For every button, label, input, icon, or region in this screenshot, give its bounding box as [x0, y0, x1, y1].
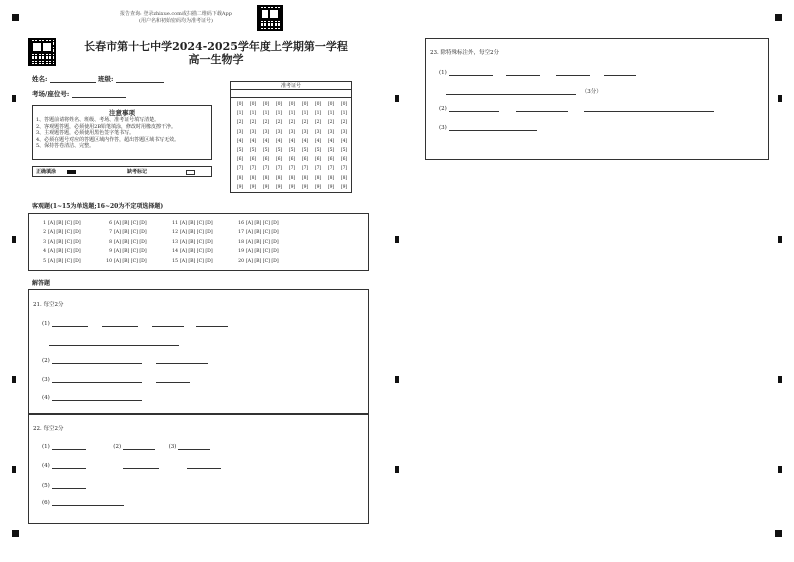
room-field[interactable] — [72, 91, 126, 98]
question-number: 11 — [172, 221, 178, 226]
q23-row2: (2) — [439, 105, 714, 112]
exam-digit-bubble[interactable]: [4] — [288, 138, 296, 144]
objective-question[interactable] — [103, 257, 169, 266]
exam-digit-bubble[interactable]: [8] — [314, 175, 322, 181]
question-number: 12 — [172, 230, 178, 236]
exam-digit-bubble[interactable]: [9] — [314, 184, 322, 190]
exam-digit-bubble[interactable]: [6] — [301, 157, 309, 163]
exam-digit-bubble[interactable]: [5] — [340, 148, 348, 154]
timing-mark — [12, 466, 16, 473]
absent-mark-label: 缺考标记 — [127, 169, 148, 175]
exam-digit-bubble[interactable]: [5] — [314, 148, 322, 154]
answer-blank[interactable] — [49, 339, 179, 346]
exam-digit-bubble[interactable]: [0] — [301, 102, 309, 107]
objective-answer-box — [28, 213, 369, 271]
exam-digit-bubble[interactable]: [2] — [301, 120, 309, 126]
exam-digit-bubble[interactable]: [4] — [236, 138, 244, 144]
subjective-title: 解答题 — [32, 280, 51, 287]
name-field[interactable] — [50, 76, 96, 83]
option-bubbles[interactable]: [A] [B] [C] [D] — [246, 249, 279, 255]
answer-blank[interactable] — [196, 320, 228, 327]
notice-item: 3、主观题答题，必须使用黑色签字笔书写。 — [36, 130, 135, 136]
answer-blank[interactable] — [156, 357, 208, 364]
option-bubbles[interactable]: [A] [B] [C] [D] — [246, 221, 279, 226]
answer-blank[interactable] — [52, 462, 86, 469]
timing-mark — [778, 236, 782, 243]
option-bubbles[interactable]: [A] [B] [C] [D] — [48, 258, 81, 264]
app-qr-code — [257, 5, 283, 31]
exam-digit-bubble[interactable]: [5] — [236, 148, 244, 154]
exam-digit-bubble[interactable]: [5] — [301, 148, 309, 154]
exam-number-column — [235, 100, 245, 192]
option-bubbles[interactable]: [A] [B] [C] [D] — [180, 230, 213, 236]
q22-row3: (5) — [42, 482, 86, 489]
timing-mark — [778, 95, 782, 102]
objective-question[interactable] — [37, 238, 103, 247]
exam-number-column — [274, 100, 284, 192]
timing-mark — [395, 236, 399, 243]
exam-digit-bubble[interactable]: [1] — [275, 111, 283, 117]
class-field[interactable] — [116, 76, 164, 83]
question-number: 5 — [43, 258, 46, 264]
exam-digit-bubble[interactable]: [4] — [340, 138, 348, 144]
question-number: 10 — [106, 258, 112, 264]
answer-blank[interactable] — [449, 124, 537, 131]
answer-blank[interactable] — [123, 443, 155, 450]
option-bubbles[interactable]: [A] [B] [C] [D] — [114, 230, 147, 236]
question-number: 14 — [172, 249, 178, 255]
option-bubbles[interactable]: [A] [B] [C] [D] — [114, 249, 147, 255]
exam-digit-bubble[interactable]: [2] — [340, 120, 348, 126]
option-bubbles[interactable]: [A] [B] [C] [D] — [114, 258, 147, 264]
exam-digit-bubble[interactable]: [2] — [262, 120, 270, 126]
timing-mark — [395, 466, 399, 473]
objective-question[interactable] — [169, 238, 235, 247]
exam-digit-bubble[interactable]: [1] — [236, 111, 244, 117]
correct-fill-label: 正确填涂 — [36, 169, 57, 175]
exam-digit-bubble[interactable]: [4] — [249, 138, 257, 144]
timing-mark — [12, 236, 16, 243]
objective-question[interactable] — [169, 228, 235, 237]
exam-digit-bubble[interactable]: [3] — [249, 129, 257, 135]
exam-number-grid — [230, 81, 352, 193]
answer-blank[interactable] — [52, 376, 142, 383]
exam-digit-bubble[interactable]: [4] — [301, 138, 309, 144]
question-number: 20 — [238, 258, 244, 264]
exam-digit-bubble[interactable]: [7] — [340, 166, 348, 172]
exam-digit-bubble[interactable]: [3] — [340, 129, 348, 135]
exam-digit-bubble[interactable]: [5] — [262, 148, 270, 154]
timing-mark — [395, 376, 399, 383]
option-bubbles[interactable]: [A] [B] [C] [D] — [48, 221, 81, 226]
option-bubbles[interactable]: [A] [B] [C] [D] — [48, 239, 81, 245]
q21-box — [28, 289, 369, 414]
option-bubbles[interactable]: [A] [B] [C] [D] — [246, 258, 279, 264]
exam-digit-bubble[interactable]: [1] — [249, 111, 257, 117]
exam-digit-bubble[interactable]: [6] — [262, 157, 270, 163]
exam-digit-bubble[interactable]: [7] — [288, 166, 296, 172]
objective-row — [37, 257, 301, 266]
question-number: 16 — [238, 221, 244, 226]
q23-row3: (3) — [439, 124, 537, 131]
exam-digit-bubble[interactable]: [0] — [236, 102, 244, 107]
exam-digit-bubble[interactable]: [0] — [314, 102, 322, 107]
answer-blank[interactable] — [446, 88, 576, 95]
exam-digit-bubble[interactable]: [7] — [327, 166, 335, 172]
exam-digit-bubble[interactable]: [8] — [249, 175, 257, 181]
q23-p1-note: （3分） — [581, 89, 602, 95]
student-info — [32, 74, 164, 98]
exam-number-column — [313, 100, 323, 192]
q22-row2: (4) — [42, 462, 221, 469]
q21-row1b — [49, 339, 179, 346]
exam-number-column — [300, 100, 310, 192]
answer-blank[interactable] — [52, 320, 88, 327]
option-bubbles[interactable]: [A] [B] [C] [D] — [114, 239, 147, 245]
question-number: 7 — [109, 230, 112, 236]
answer-blank[interactable] — [556, 69, 590, 76]
objective-question[interactable] — [169, 247, 235, 256]
q23-box — [425, 38, 769, 160]
timing-mark — [778, 466, 782, 473]
exam-digit-bubble[interactable]: [0] — [340, 102, 348, 107]
q22-label: 22. 每空2分 — [33, 426, 64, 432]
exam-digit-bubble[interactable]: [3] — [288, 129, 296, 135]
question-number: 8 — [109, 239, 112, 245]
notice-box — [32, 105, 212, 160]
timing-mark — [12, 14, 19, 21]
question-number: 4 — [43, 249, 46, 255]
q23-row1b — [446, 87, 602, 95]
exam-number-column — [287, 100, 297, 192]
exam-digit-bubble[interactable]: [6] — [340, 157, 348, 163]
exam-digit-bubble[interactable]: [0] — [249, 102, 257, 107]
option-bubbles[interactable]: [A] [B] [C] [D] — [246, 230, 279, 236]
option-bubbles[interactable]: [A] [B] [C] [D] — [246, 239, 279, 245]
notice-item: 2、客观题答题，必须使用2B铅笔填涂，修改时用橡皮擦干净。 — [36, 123, 177, 130]
question-number: 13 — [172, 239, 178, 245]
exam-digit-bubble[interactable]: [8] — [327, 175, 335, 181]
answer-blank[interactable] — [156, 376, 190, 383]
answer-blank[interactable] — [52, 394, 142, 401]
exam-digit-bubble[interactable]: [2] — [249, 120, 257, 126]
answer-blank[interactable] — [102, 320, 138, 327]
question-number: 6 — [109, 221, 112, 226]
class-label: 班级: — [97, 75, 114, 83]
answer-blank[interactable] — [516, 105, 568, 112]
exam-digit-bubble[interactable]: [8] — [340, 175, 348, 181]
answer-blank[interactable] — [52, 443, 86, 450]
answer-blank[interactable] — [178, 443, 210, 450]
answer-blank[interactable] — [604, 69, 636, 76]
exam-digit-bubble[interactable]: [5] — [327, 148, 335, 154]
report-notice-line2: (用户名和初始密码均为准考证号) — [139, 17, 213, 24]
timing-mark — [12, 95, 16, 102]
objective-question[interactable] — [103, 228, 169, 237]
answer-blank[interactable] — [449, 105, 499, 112]
exam-digit-bubble[interactable]: [9] — [288, 184, 296, 190]
exam-digit-bubble[interactable]: [6] — [314, 157, 322, 163]
exam-number-column — [261, 100, 271, 192]
exam-digit-bubble[interactable]: [6] — [236, 157, 244, 163]
exam-digit-bubble[interactable]: [2] — [275, 120, 283, 126]
answer-blank[interactable] — [187, 462, 221, 469]
exam-digit-bubble[interactable]: [2] — [314, 120, 322, 126]
exam-digit-bubble[interactable]: [1] — [262, 111, 270, 117]
objective-question[interactable] — [235, 228, 301, 237]
exam-digit-bubble[interactable]: [2] — [288, 120, 296, 126]
exam-digit-bubble[interactable]: [9] — [236, 184, 244, 190]
exam-digit-bubble[interactable]: [3] — [236, 129, 244, 135]
title-line1: 长春市第十七中学2024-2025学年度上学期第一学程 — [84, 40, 348, 53]
exam-digit-bubble[interactable]: [4] — [327, 138, 335, 144]
exam-digit-bubble[interactable]: [1] — [327, 111, 335, 117]
exam-number-column — [339, 100, 349, 192]
exam-digit-bubble[interactable]: [3] — [301, 129, 309, 135]
exam-digit-bubble[interactable]: [7] — [262, 166, 270, 172]
timing-mark — [775, 14, 782, 21]
exam-number-column — [248, 100, 258, 192]
objective-question[interactable] — [37, 247, 103, 256]
exam-digit-bubble[interactable]: [6] — [275, 157, 283, 163]
objective-question[interactable] — [235, 238, 301, 247]
exam-digit-bubble[interactable]: [8] — [301, 175, 309, 181]
exam-digit-bubble[interactable]: [3] — [327, 129, 335, 135]
answer-blank[interactable] — [123, 462, 159, 469]
objective-row — [37, 219, 301, 228]
answer-blank[interactable] — [506, 69, 540, 76]
answer-blank[interactable] — [52, 482, 86, 489]
timing-mark — [778, 376, 782, 383]
exam-digit-bubble[interactable]: [6] — [288, 157, 296, 163]
page-title — [80, 40, 352, 66]
notice-item: 5、保持答卷清洁、完整。 — [36, 143, 95, 149]
exam-digit-bubble[interactable]: [2] — [236, 120, 244, 126]
exam-digit-bubble[interactable]: [4] — [262, 138, 270, 144]
objective-row — [37, 228, 301, 237]
exam-digit-bubble[interactable]: [8] — [262, 175, 270, 181]
exam-digit-bubble[interactable]: [8] — [288, 175, 296, 181]
answer-blank[interactable] — [52, 499, 124, 506]
objective-question[interactable] — [169, 257, 235, 266]
exam-digit-bubble[interactable]: [6] — [327, 157, 335, 163]
option-bubbles[interactable]: [A] [B] [C] [D] — [180, 249, 213, 255]
exam-digit-bubble[interactable]: [9] — [301, 184, 309, 190]
report-notice-line1: 报告查询: 登录zhixue.com或扫描二维码下载App — [120, 11, 232, 17]
exam-digit-bubble[interactable]: [0] — [288, 102, 296, 107]
objective-question[interactable] — [103, 247, 169, 256]
exam-digit-bubble[interactable]: [3] — [314, 129, 322, 135]
timing-mark — [775, 530, 782, 537]
exam-digit-bubble[interactable]: [0] — [275, 102, 283, 107]
q23-label: 23. 除特殊标注外，每空2分 — [430, 50, 499, 56]
exam-digit-bubble[interactable]: [3] — [262, 129, 270, 135]
answer-blank[interactable] — [52, 357, 142, 364]
exam-number-column — [326, 100, 336, 192]
option-bubbles[interactable]: [A] [B] [C] [D] — [48, 249, 81, 255]
exam-digit-bubble[interactable]: [1] — [340, 111, 348, 117]
notice-item: 1、答题前请将姓名、班级、考场、准考证号填写清楚。 — [36, 117, 160, 123]
option-bubbles[interactable]: [A] [B] [C] [D] — [48, 230, 81, 236]
objective-question[interactable] — [37, 257, 103, 266]
exam-digit-bubble[interactable]: [9] — [249, 184, 257, 190]
option-bubbles[interactable]: [A] [B] [C] [D] — [114, 221, 147, 226]
timing-mark — [12, 530, 19, 537]
name-label: 姓名: — [32, 75, 48, 83]
objective-question[interactable] — [235, 219, 301, 228]
q22-row1: (1) (2) (3) — [42, 443, 210, 450]
answer-blank[interactable] — [449, 69, 493, 76]
q22-row4: (6) — [42, 499, 124, 506]
timing-mark — [395, 95, 399, 102]
option-bubbles[interactable]: [A] [B] [C] [D] — [180, 221, 213, 226]
exam-digit-bubble[interactable]: [1] — [301, 111, 309, 117]
exam-digit-bubble[interactable]: [5] — [275, 148, 283, 154]
question-number: 15 — [172, 258, 178, 264]
question-number: 18 — [238, 239, 244, 245]
q21-row3: (3) — [42, 376, 190, 383]
option-bubbles[interactable]: [A] [B] [C] [D] — [180, 258, 213, 264]
q21-row1: (1) — [42, 320, 228, 327]
option-bubbles[interactable]: [A] [B] [C] [D] — [180, 239, 213, 245]
exam-digit-bubble[interactable]: [2] — [327, 120, 335, 126]
question-number: 3 — [43, 239, 46, 245]
title-line2: 高一生物学 — [188, 53, 244, 66]
q21-label: 21. 每空2分 — [33, 302, 64, 308]
exam-digit-bubble[interactable]: [1] — [288, 111, 296, 117]
exam-digit-bubble[interactable]: [5] — [249, 148, 257, 154]
q21-row2: (2) — [42, 357, 208, 364]
absent-mark-box[interactable] — [186, 170, 195, 175]
fill-example — [32, 166, 212, 177]
exam-digit-bubble[interactable]: [8] — [275, 175, 283, 181]
question-number: 19 — [238, 249, 244, 255]
question-number: 2 — [43, 230, 46, 236]
objective-row — [37, 247, 301, 256]
exam-digit-bubble[interactable]: [6] — [249, 157, 257, 163]
exam-digit-bubble[interactable]: [4] — [275, 138, 283, 144]
report-notice — [114, 11, 238, 24]
objective-title: 客观题(1~15为单选题;16~20为不定项选择题) — [32, 203, 164, 210]
objective-question[interactable] — [37, 228, 103, 237]
timing-mark — [12, 376, 16, 383]
objective-question[interactable] — [37, 219, 103, 228]
answer-blank[interactable] — [152, 320, 184, 327]
exam-digit-bubble[interactable]: [5] — [288, 148, 296, 154]
exam-digit-bubble[interactable]: [7] — [314, 166, 322, 172]
q22-box — [28, 414, 369, 524]
correct-fill-sample — [67, 170, 76, 174]
exam-digit-bubble[interactable]: [8] — [236, 175, 244, 181]
objective-question[interactable] — [103, 238, 169, 247]
notice-item: 4、必须在题号对应的答题区域内作答，超出答题区域书写无效。 — [36, 136, 180, 143]
notice-title: 注意事项 — [109, 109, 135, 117]
exam-digit-bubble[interactable]: [1] — [314, 111, 322, 117]
exam-digit-bubble[interactable]: [9] — [327, 184, 335, 190]
exam-number-label: 准考证号 — [231, 82, 351, 90]
objective-row — [37, 238, 301, 247]
exam-digit-bubble[interactable]: [7] — [275, 166, 283, 172]
question-number: 1 — [43, 221, 46, 226]
question-number: 17 — [238, 230, 244, 236]
student-qr-code — [28, 38, 56, 66]
exam-digit-bubble[interactable]: [9] — [262, 184, 270, 190]
exam-digit-bubble[interactable]: [4] — [314, 138, 322, 144]
exam-digit-bubble[interactable]: [9] — [275, 184, 283, 190]
exam-digit-bubble[interactable]: [3] — [275, 129, 283, 135]
answer-blank[interactable] — [584, 105, 714, 112]
exam-digit-bubble[interactable]: [7] — [301, 166, 309, 172]
objective-question[interactable] — [103, 219, 169, 228]
objective-question[interactable] — [169, 219, 235, 228]
exam-digit-bubble[interactable]: [7] — [249, 166, 257, 172]
objective-question[interactable] — [235, 247, 301, 256]
objective-question[interactable] — [235, 257, 301, 266]
q23-row1: (1) — [439, 69, 636, 76]
exam-digit-bubble[interactable]: [0] — [262, 102, 270, 107]
exam-digit-bubble[interactable]: [7] — [236, 166, 244, 172]
room-label: 考场/座位号: — [32, 90, 70, 98]
question-number: 9 — [109, 249, 112, 255]
exam-digit-bubble[interactable]: [9] — [340, 184, 348, 190]
exam-digit-bubble[interactable]: [0] — [327, 102, 335, 107]
q21-row4: (4) — [42, 394, 142, 401]
